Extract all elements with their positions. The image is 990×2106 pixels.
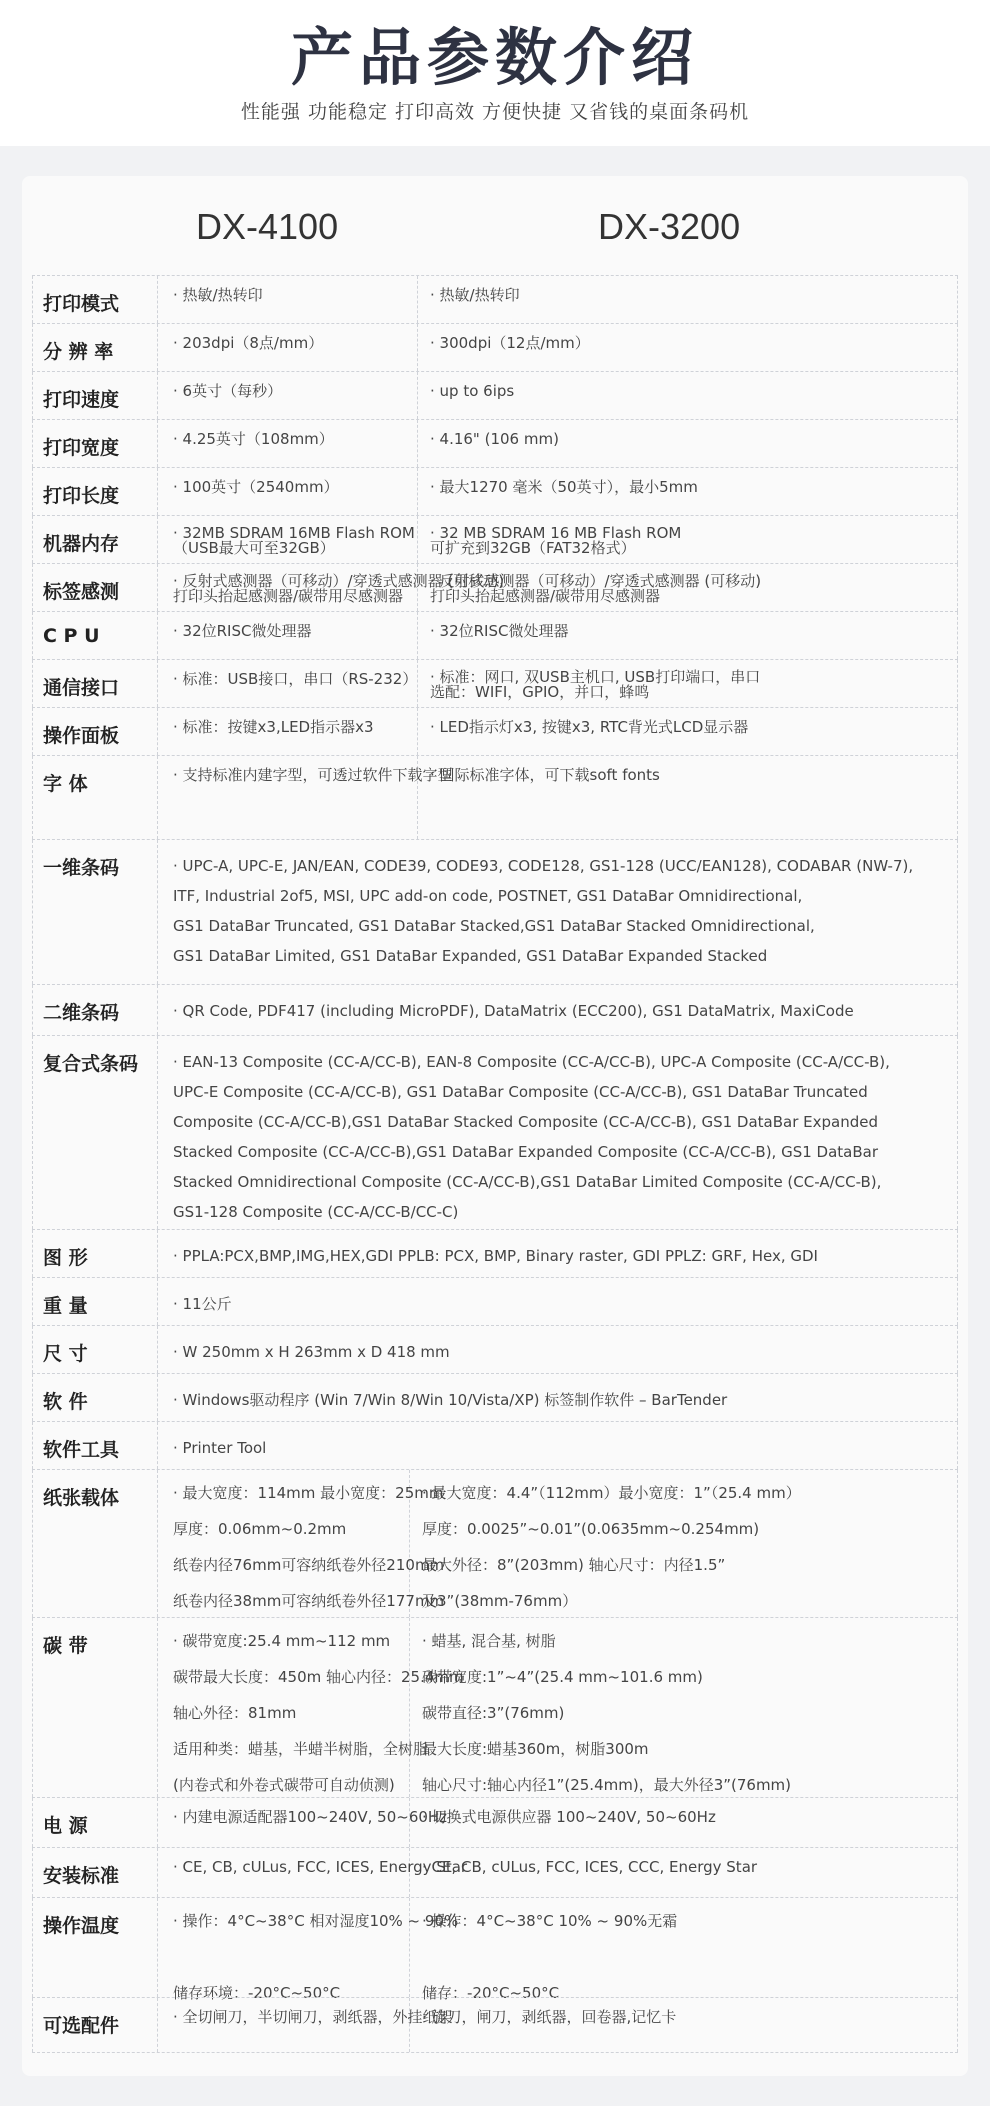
spec-row [32,1797,958,1847]
spec-row [32,467,958,515]
spec-value-line: · Windows驱动程序 (Win 7/Win 8/Win 10/Vista/XP) 标签制作软件 – BarTender [173,1391,728,1409]
spec-label-cell [32,1618,158,1797]
spec-value-line: · CE, CB, cULus, FCC, ICES, CCC, Energy Star [422,1858,758,1876]
spec-value-line: · EAN-13 Composite (CC-A/CC-B), EAN-8 Composite (CC-A/CC-B), UPC-A Composite (CC-A/CC-B), [173,1053,890,1071]
spec-label-cell [32,1798,158,1847]
spec-row [32,1421,958,1469]
spec-label: 操作温度 [43,1915,120,1937]
spec-value-full [159,1036,958,1229]
spec-value-b [410,1898,958,2002]
spec-value-line: 纸卷内径38mm可容纳纸卷外径177mm [173,1592,445,1610]
spec-value-a [159,756,453,839]
spec-value-line: · 蜡基, 混合基, 树脂 [422,1632,556,1650]
page-title: 产品参数介绍 [290,21,699,94]
spec-value-line: · 内建电源适配器100~240V, 50~60Hz [173,1808,448,1826]
spec-label: 软 件 [43,1391,88,1413]
spec-label: 字 体 [43,773,88,795]
spec-value-line: 厚度：0.0025”~0.01”(0.0635mm~0.254mm) [422,1520,760,1538]
spec-value-line: · 热敏/热转印 [173,286,263,304]
spec-value-line: · CE, CB, cULus, FCC, ICES, Energy Star [173,1858,468,1876]
spec-value-line: · Printer Tool [173,1439,267,1457]
spec-label-cell [32,372,158,419]
spec-value-line: · PPLA:PCX,BMP,IMG,HEX,GDI PPLB: PCX, BMP, Binary raster, GDI PPLZ: GRF, Hex, GDI [173,1247,818,1265]
spec-value-line: · 最大宽度：114mm 最小宽度：25mm [173,1484,444,1502]
spec-value-line [422,1939,957,1975]
spec-row [32,611,958,659]
spec-value-line: · 32位RISC微处理器 [173,622,312,640]
spec-value-line: · 热敏/热转印 [430,286,520,304]
spec-value-line: · 反射式感测器（可移动）/穿透式感测器 (可移动) [173,572,505,590]
spec-value-line: · 操作：4°C~38°C 相对湿度10% ~ 90% [173,1912,459,1930]
spec-row [32,1035,958,1229]
spec-label: 二维条码 [43,1002,120,1024]
spec-value-line: Stacked Composite (CC-A/CC-B),GS1 DataBar Expanded Composite (CC-A/CC-B), GS1 DataBar [173,1143,879,1161]
spec-label: 重 量 [43,1295,88,1317]
spec-value-a [159,1848,468,1897]
spec-value-a [159,708,418,755]
spec-label: 打印模式 [43,293,120,315]
spec-value-line: 及3”(38mm-76mm） [422,1592,578,1610]
spec-value-a [159,612,418,659]
spec-value-b [410,1848,958,1897]
spec-label: 图 形 [43,1247,88,1269]
spec-row [32,984,958,1035]
spec-label: 可选配件 [43,2015,120,2037]
spec-row [32,659,958,707]
spec-value-line: Stacked Omnidirectional Composite (CC-A/CC-B),GS1 DataBar Limited Composite (CC-A/CC-B), [173,1173,882,1191]
spec-label: 安装标准 [43,1865,120,1887]
spec-value-line: · 32位RISC微处理器 [430,622,569,640]
spec-value-line: · 203dpi（8点/mm） [173,334,324,352]
spec-label-cell [32,840,158,984]
spec-value-b [410,1798,958,1847]
spec-value-line: 适用种类：蜡基，半蜡半树脂，全树脂 [173,1740,429,1758]
spec-value-line: · 反射式感测器（可移动）/穿透式感测器 (可移动) [430,572,762,590]
spec-label: 标签感测 [43,581,120,603]
spec-value-line: 轴心尺寸:轴心内径1”(25.4mm)，最大外径3”(76mm) [422,1776,792,1794]
spec-value-line: · 操作：4°C~38°C 10% ~ 90%无霜 [422,1912,678,1930]
spec-value-a [159,660,418,707]
spec-value-line: 打印头抬起感测器/碳带用尽感测器 [173,587,404,605]
spec-value-b [410,1470,958,1617]
spec-label-cell [32,708,158,755]
spec-value-line: (内卷式和外卷式碳带可自动侦测) [173,1776,395,1794]
spec-value-line: ITF, Industrial 2of5, MSI, UPC add-on code, POSTNET, GS1 DataBar Omnidirectional, [173,887,803,905]
spec-row [32,1325,958,1373]
spec-value-a [159,276,418,323]
spec-value-b [418,276,958,323]
spec-value-line: GS1 DataBar Truncated, GS1 DataBar Stacked,GS1 DataBar Stacked Omnidirectional, [173,917,815,935]
spec-row [32,275,958,323]
spec-label-cell [32,1230,158,1277]
spec-row [32,1847,958,1897]
spec-value-line: 储存：-20°C~50°C [422,1984,560,2002]
spec-label-cell [32,1998,158,2052]
spec-label-cell [32,1470,158,1617]
spec-value-line: · 4.25英寸（108mm） [173,430,334,448]
spec-value-full [159,840,958,984]
spec-value-line: · 标准：网口, 双USB主机口, USB打印端口，串口 [430,668,761,686]
spec-label: 纸张载体 [43,1487,120,1509]
spec-label: 打印速度 [43,389,120,411]
spec-value-line: · 国际标准字体，可下载soft fonts [430,766,660,784]
spec-value-line: 储存环境：-20°C~50°C [173,1984,341,2002]
spec-value-line: UPC-E Composite (CC-A/CC-B), GS1 DataBar Composite (CC-A/CC-B), GS1 DataBar Truncated [173,1083,868,1101]
spec-label-cell [32,1374,158,1421]
spec-value-line: · 最大1270 毫米（50英寸），最小5mm [430,478,698,496]
spec-value-line: GS1-128 Composite (CC-A/CC-B/CC-C) [173,1203,459,1221]
spec-value-line: 碳带最大长度：450m 轴心内径：25.4mm [173,1668,464,1686]
spec-value-line: · 标准：按键x3,LED指示器x3 [173,718,374,736]
spec-row [32,515,958,563]
spec-value-b [418,372,958,419]
spec-row [32,371,958,419]
spec-label: 操作面板 [43,725,120,747]
spec-value-b [418,660,958,707]
spec-label-cell [32,324,158,371]
spec-value-line: · 300dpi（12点/mm） [430,334,590,352]
spec-value-line: · 6英寸（每秒） [173,382,283,400]
spec-value-line: · 32MB SDRAM 16MB Flash ROM [173,524,415,542]
spec-value-a [159,1798,448,1847]
spec-label-cell [32,276,158,323]
spec-label-cell [32,756,158,839]
spec-label-cell [32,612,158,659]
spec-value-line: · QR Code, PDF417 (including MicroPDF), DataMatrix (ECC200), GS1 DataMatrix, MaxiCode [173,1002,854,1020]
spec-value-line: 碳带直径:3”(76mm) [422,1704,565,1722]
spec-value-a [159,468,418,515]
spec-label-cell [32,1278,158,1325]
spec-value-a [159,564,505,611]
spec-row [32,755,958,839]
spec-row [32,1997,958,2053]
spec-label-cell [32,1898,158,1997]
spec-value-full [159,1278,958,1325]
spec-label: 机器内存 [43,533,120,555]
spec-value-line: · 11公斤 [173,1295,232,1313]
spec-row [32,1617,958,1797]
spec-label: 打印宽度 [43,437,120,459]
spec-label: C P U [43,625,100,647]
spec-value-line: 可扩充到32GB（FAT32格式） [430,539,636,557]
model-name-a: DX-4100 [196,206,339,247]
page-header [0,0,990,146]
spec-value-a [159,372,418,419]
spec-label: 电 源 [43,1815,88,1837]
spec-row [32,1373,958,1421]
spec-label-cell [32,1036,158,1229]
spec-value-line: 碳带宽度:1”~4”(25.4 mm~101.6 mm) [422,1668,703,1686]
spec-value-b [418,324,958,371]
spec-value-full [159,1422,958,1469]
spec-label-cell [32,468,158,515]
spec-label: 复合式条码 [43,1053,139,1075]
spec-value-line: 最大外径：8”(203mm) 轴心尺寸：内径1.5” [422,1556,726,1574]
spec-label: 尺 寸 [43,1343,88,1365]
spec-value-line: · 全切闸刀，半切闸刀，剥纸器，外挂纸架 [173,2008,453,2026]
spec-row [32,563,958,611]
spec-row [32,1469,958,1617]
spec-value-line: · 支持标准内建字型，可透过软件下载字型 [173,766,453,784]
spec-label-cell [32,564,158,611]
spec-label-cell [32,516,158,563]
spec-value-line: （USB最大可至32GB） [173,539,335,557]
spec-value-a [159,1618,464,1797]
spec-row [32,1277,958,1325]
spec-value-line: 轴心外径：81mm [173,1704,297,1722]
spec-value-line: 选配：WIFI，GPIO，并口，蜂鸣 [430,683,650,701]
spec-label: 打印长度 [43,485,120,507]
spec-value-line [173,1939,409,1975]
spec-value-line: Composite (CC-A/CC-B),GS1 DataBar Stacked Composite (CC-A/CC-B), GS1 DataBar Expanded [173,1113,879,1131]
spec-value-line: · LED指示灯x3, 按键x3, RTC背光式LCD显示器 [430,718,749,736]
spec-label: 软件工具 [43,1439,120,1461]
spec-value-line: · 标准：USB接口，串口（RS-232） [173,670,418,688]
spec-value-line: · 100英寸（2540mm） [173,478,339,496]
spec-label-cell [32,1848,158,1897]
spec-value-line: · 4.16" (106 mm) [430,430,559,448]
model-name-b: DX-3200 [598,206,741,247]
spec-value-a [159,1898,459,2002]
spec-value-line: 厚度：0.06mm~0.2mm [173,1520,347,1538]
spec-value-line: 打印头抬起感测器/碳带用尽感测器 [430,587,661,605]
spec-value-a [159,420,418,467]
spec-value-b [418,756,958,839]
spec-value-line: · 最大宽度：4.4”（112mm）最小宽度：1”（25.4 mm） [422,1484,801,1502]
spec-value-line: · 32 MB SDRAM 16 MB Flash ROM [430,524,682,542]
spec-value-line: · 碳带宽度:25.4 mm~112 mm [173,1632,391,1650]
spec-label-cell [32,660,158,707]
spec-value-b [418,420,958,467]
spec-value-a [159,324,418,371]
spec-value-b [418,516,958,563]
spec-label-cell [32,1422,158,1469]
spec-row [32,707,958,755]
spec-label: 通信接口 [43,677,120,699]
spec-value-line: · up to 6ips [430,382,515,400]
spec-value-line: · 切换式电源供应器 100~240V, 50~60Hz [422,1808,716,1826]
spec-value-line: GS1 DataBar Limited, GS1 DataBar Expanded, GS1 DataBar Expanded Stacked [173,947,768,965]
spec-row [32,323,958,371]
spec-label-cell [32,420,158,467]
spec-value-full [159,1374,958,1421]
spec-value-full [159,1326,958,1373]
spec-row [32,839,958,984]
spec-value-b [418,564,958,611]
spec-value-line: 最大长度:蜡基360m，树脂300m [422,1740,649,1758]
spec-value-b [418,708,958,755]
spec-row [32,1897,958,2002]
spec-value-full [159,985,958,1035]
spec-label: 碳 带 [43,1635,88,1657]
spec-label: 分 辨 率 [43,341,114,363]
page-subtitle: 性能强 功能稳定 打印高效 方便快捷 又省钱的桌面条码机 [240,101,750,123]
spec-value-line: · UPC-A, UPC-E, JAN/EAN, CODE39, CODE93, CODE128, GS1-128 (UCC/EAN128), CODABAR (NW-7), [173,857,914,875]
spec-value-b [410,1998,958,2052]
spec-value-a [159,1998,453,2052]
spec-value-a [159,516,418,563]
spec-row [32,1229,958,1277]
spec-value-line: · 旋刀，闸刀，剥纸器，回卷器,记忆卡 [422,2008,677,2026]
spec-label: 一维条码 [43,857,120,879]
spec-value-b [410,1618,958,1797]
spec-row [32,419,958,467]
spec-label-cell [32,985,158,1035]
spec-value-line: · W 250mm x H 263mm x D 418 mm [173,1343,450,1361]
spec-value-b [418,468,958,515]
spec-label-cell [32,1326,158,1373]
spec-value-a [159,1470,445,1617]
spec-value-line: 纸卷内径76mm可容纳纸卷外径210mm [173,1556,445,1574]
spec-value-full [159,1230,958,1277]
spec-value-b [418,612,958,659]
